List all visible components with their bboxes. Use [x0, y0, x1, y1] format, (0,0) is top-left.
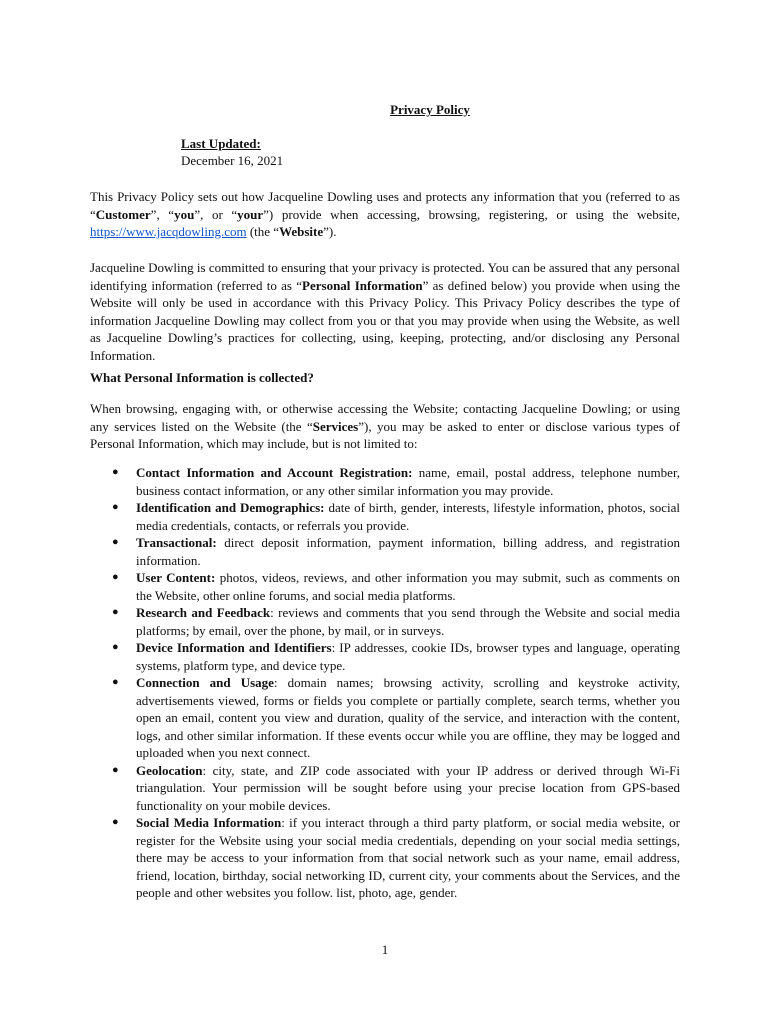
item-term: Transactional:	[136, 535, 217, 550]
text-run: ”) provide when accessing, browsing, registering, or using the website,	[263, 206, 680, 222]
item-text: photos, videos, reviews, and other information you may submit, such as comments on the Website, other online forums, and social media platforms.	[136, 570, 681, 603]
list-item	[90, 464, 680, 499]
list-item	[90, 639, 680, 674]
item-term: Social Media Information	[136, 815, 282, 830]
term-your: your	[237, 206, 264, 222]
item-term: User Content:	[136, 570, 216, 585]
bullet-icon: ●	[112, 606, 119, 618]
intro-paragraph	[90, 188, 680, 241]
personal-info-list	[90, 464, 680, 902]
item-term: Contact Information and Account Registration:	[136, 465, 413, 480]
text-run: (the “	[246, 224, 280, 239]
term-customer: Customer	[95, 206, 151, 222]
commitment-paragraph	[90, 259, 680, 364]
item-term: Geolocation	[136, 762, 203, 778]
page-number: 1	[381, 942, 389, 957]
list-item	[90, 814, 680, 902]
item-term: Connection and Usage	[136, 675, 274, 690]
list-item	[90, 534, 680, 569]
page-title: Privacy Policy	[390, 102, 470, 117]
bullet-icon: ●	[112, 501, 119, 513]
text-run: ”).	[323, 224, 337, 239]
last-updated-date: December 16, 2021	[181, 153, 284, 168]
item-text: : city, state, and ZIP code associated with your IP address or derived through Wi-Fi triangulation. Your permission will be sought before using your precise location from GPS-based functionality on your mobile devices.	[136, 762, 680, 813]
collection-paragraph	[90, 400, 680, 453]
text-run: ” as defined below) you provide when using the Website will only be used in accordance with this Privacy Policy. This Privacy Policy describes the type of information Jacqueline Dowling may collect from you or that you may provide when using the Website, as well as Jacqueline Dowling’s practices for collecting, using, keeping, protecting, and/or disclosing any Personal Information.	[90, 277, 680, 363]
text-run: When browsing, engaging with, or otherwise accessing the Website; contacting Jacqueline Dowling; or using any services listed on the Website (the “	[90, 401, 680, 434]
item-text: : if you interact through a third party platform, or social media website, or register for the Website using your social media credentials, depending on your social media settings, there may be access to your information from that social network such as your name, email address, friend, location, birthday, social networking ID, current city, your comments about the Services, and the people and other websites you follow. list, photo, age, gender.	[136, 815, 680, 900]
list-item	[90, 499, 680, 534]
bullet-icon: ●	[112, 571, 119, 583]
last-updated-label: Last Updated:	[181, 136, 261, 151]
item-text: : IP addresses, cookie IDs, browser types and language, operating systems, platform type, and device type.	[136, 640, 680, 673]
text-run: ”), you may be asked to enter or disclose various types of Personal Information, which may include, but is not limited to:	[90, 418, 681, 451]
term-website: Website	[279, 224, 324, 239]
section-heading: What Personal Information is collected?	[90, 370, 314, 385]
list-item	[90, 674, 680, 762]
item-term: Device Information and Identifiers	[136, 640, 332, 655]
text-run: ”, or “	[194, 206, 238, 222]
item-text: name, email, postal address, telephone number, business contact information, or any other similar information you may provide.	[136, 465, 681, 498]
term-you: you	[174, 206, 195, 222]
bullet-icon: ●	[112, 536, 119, 548]
item-term: Identification and Demographics:	[136, 500, 325, 515]
term-services: Services	[312, 418, 359, 434]
bullet-icon: ●	[112, 816, 119, 828]
text-run: Jacqueline Dowling is committed to ensuring that your privacy is protected. You can be assured that any personal identifying information (referred to as “	[90, 260, 680, 293]
bullet-icon: ●	[112, 763, 119, 776]
item-text: : reviews and comments that you send through the Website and social media platforms; by email, over the phone, by mail, or in surveys.	[136, 605, 680, 638]
item-text: direct deposit information, payment information, billing address, and registration information.	[136, 535, 680, 568]
bullet-icon: ●	[112, 466, 119, 478]
item-text: : domain names; browsing activity, scrolling and keystroke activity, advertisements viewed, forms or fields you complete or partially complete, search terms, whether you open an email, content you view and duration, quality of the service, and interaction with the content, logs, and other similar information. If these events occur while you are offline, they may be logged and uploaded when you next connect.	[136, 675, 680, 760]
list-item	[90, 569, 680, 604]
website-link[interactable]: https://www.jacqdowling.com	[90, 224, 247, 239]
bullet-icon: ●	[112, 676, 119, 688]
list-item	[90, 604, 680, 639]
text-run: ”, “	[150, 206, 175, 222]
text-run: This Privacy Policy sets out how Jacqueline Dowling uses and protects any information that you (referred to as “	[90, 189, 680, 222]
list-item	[90, 762, 680, 815]
term-personal-information: Personal Information	[302, 277, 423, 293]
bullet-icon: ●	[112, 641, 119, 653]
item-term: Research and Feedback	[136, 605, 271, 620]
item-text: date of birth, gender, interests, lifestyle information, photos, social media credentials, contacts, or referrals you provide.	[136, 500, 680, 533]
